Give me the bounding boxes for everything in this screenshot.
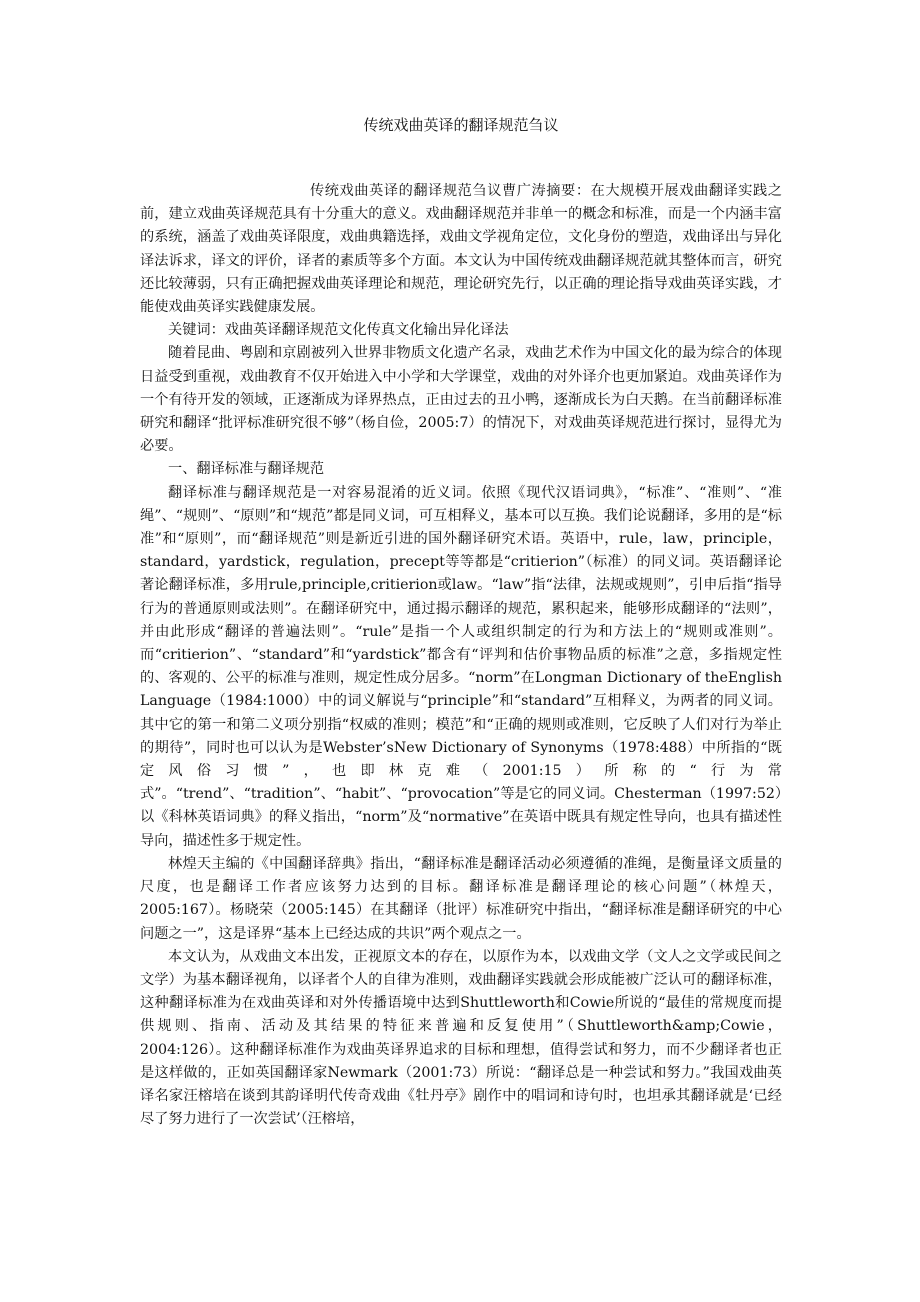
body-paragraph: 翻译标准与翻译规范是一对容易混淆的近义词。依照《现代汉语词典》，“标准”、“准则”、“准绳”、“规则”、“原则”和“规范”都是同义词，可互相释义，基本可以互换。我们论说翻译，多用的是“标准”和“原则”，而“翻译规范”则是新近引进的国外翻译研究术语。英语中，rule，law，principle，standard，yardstick，regulation，precept等等都是“critierion”（标准）的同义词。英语翻译论著论翻译标准，多用rule,principle,critierion或law。“law”指“法律，法规或规则”，引申后指“指导行为的普通原则或法则”。在翻译研究中，通过揭示翻译的规范，累积起来，能够形成翻译的“法则”，并由此形成“翻译的普遍法则”。“rule”是指一个人或组织制定的行为和方法上的“规则或准则”。而“critierion”、“standard”和“yardstick”都含有“评判和估价事物品质的标准”之意，多指规定性的、客观的、公平的标准与准则，规定性成分居多。“norm”在Longman Dictionary of theEnglish Language（1984:1000）中的词义解说与“principle”和“standard”互相释义，为两者的同义词。其中它的第一和第二义项分别指“权威的准则；模范”和“正确的规则或准则，它反映了人们对行为举止的期待”，同时也可以认为是Webster’sNew Dictionary of Synonyms（1978:488）中所指的“既定风俗习惯”，也即林克难（2001:15）所称的“行为常式”。“trend”、“tradition”、“habit”、“provocation”等是它的同义词。Chesterman（1997:52）以《科林英语词典》的释义指出，“norm”及“normative”在英语中既具有规定性导向，也具有描述性导向，描述性多于规定性。 — [140, 484, 782, 849]
section-heading: 一、翻译标准与翻译规范 — [168, 461, 325, 478]
abstract-paragraph: 传统戏曲英译的翻译规范刍议曹广涛摘要：在大规模开展戏曲翻译实践之前，建立戏曲英译规范具有十分重大的意义。戏曲翻译规范并非单一的概念和标准，而是一个内涵丰富的系统，涵盖了戏曲英译限度，戏曲典籍选择，戏曲文学视角定位，文化身份的塑造，戏曲译出与异化译法诉求，译文的评价，译者的素质等多个方面。本文认为中国传统戏曲翻译规范就其整体而言，研究还比较薄弱，只有正确把握戏曲英译理论和规范，理论研究先行，以正确的理论指导戏曲英译实践，才能使戏曲英译实践健康发展。 — [140, 183, 782, 316]
document-body — [140, 180, 782, 1131]
keywords-paragraph: 关键词：戏曲英译翻译规范文化传真文化输出异化译法 — [168, 322, 509, 339]
body-paragraph: 林煌天主编的《中国翻译辞典》指出，“翻译标准是翻译活动必须遵循的准绳，是衡量译文质量的尺度，也是翻译工作者应该努力达到的目标。翻译标准是翻译理论的核心问题”（林煌天，2005:167）。杨晓荣（2005:145）在其翻译（批评）标准研究中指出，“翻译标准是翻译研究的中心问题之一”，这是译界“基本上已经达成的共识”两个观点之一。 — [140, 855, 782, 942]
body-paragraph: 本文认为，从戏曲文本出发，正视原文本的存在，以原作为本，以戏曲文学（文人之文学或民间之文学）为基本翻译视角，以译者个人的自律为准则，戏曲翻译实践就会形成能被广泛认可的翻译标准，这种翻译标准为在戏曲英译和对外传播语境中达到Shuttleworth和Cowie所说的“最佳的常规度而提供规则、指南、活动及其结果的特征来普遍和反复使用”（Shuttleworth&amp;Cowie，2004:126）。这种翻译标准作为戏曲英译界追求的目标和理想，值得尝试和努力，而不少翻译者也正是这样做的，正如英国翻译家Newmark（2001:73）所说：“翻译总是一种尝试和努力。”我国戏曲英译名家汪榕培在谈到其韵译明代传奇戏曲《牡丹亭》剧作中的唱词和诗句时，也坦承其翻译就是‘已经尽了努力进行了一次尝试’（汪榕培， — [140, 948, 782, 1128]
document-title: 传统戏曲英译的翻译规范刍议 — [363, 116, 559, 134]
intro-paragraph: 随着昆曲、粤剧和京剧被列入世界非物质文化遗产名录，戏曲艺术作为中国文化的最为综合的体现日益受到重视，戏曲教育不仅开始进入中小学和大学课堂，戏曲的对外译介也更加紧迫。戏曲英译作为一个有待开发的领域，正逐渐成为译界热点，正由过去的丑小鸭，逐渐成长为白天鹅。在当前翻译标准研究和翻译“批评标准研究很不够”（杨自俭，2005:7）的情况下，对戏曲英译规范进行探讨，显得尤为必要。 — [140, 345, 782, 455]
